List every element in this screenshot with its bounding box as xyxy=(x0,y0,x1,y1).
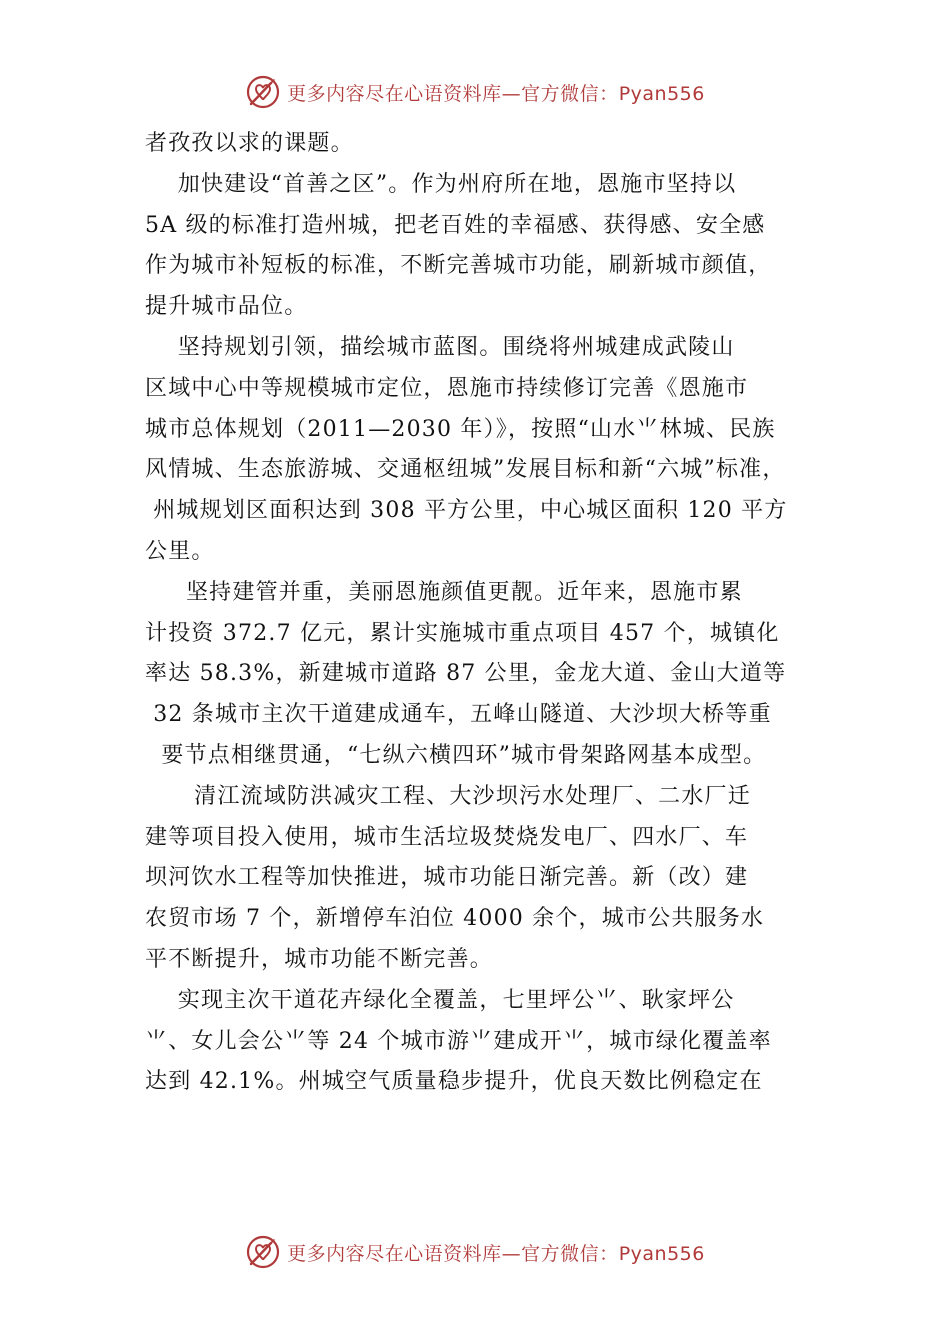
text-line: 32 条城市主次干道建成通车，五峰山隧道、大沙坝大桥等重 xyxy=(145,702,772,728)
document-body xyxy=(145,124,807,1103)
text-line: 要节点相继贯通，“七纵六横四环”城市骨架路网基本成型。 xyxy=(145,742,767,768)
footer-banner-wechat-label: 官方微信： xyxy=(521,1242,619,1265)
header-banner xyxy=(0,72,950,112)
header-banner-title: 更多内容尽在心语资料库 xyxy=(287,82,502,105)
text-line: 坚持建管并重，美丽恩施颜值更靓。近年来，恩施市累 xyxy=(145,579,743,605)
header-banner-wechat-id: Pyan556 xyxy=(618,82,705,105)
text-line: 加快建设“首善之区”。作为州府所在地，恩施市坚持以 xyxy=(145,171,737,197)
text-line: 提升城市品位。 xyxy=(145,294,308,320)
text-line: 公里。 xyxy=(145,538,215,564)
footer-banner-text xyxy=(287,1239,705,1266)
text-line: 达到 42.1%。州城空气质量稳步提升，优良天数比例稳定在 xyxy=(145,1069,763,1095)
header-banner-text xyxy=(287,79,705,106)
text-line: 者孜孜以求的课题。 xyxy=(145,131,354,156)
footer-banner-wechat-id: Pyan556 xyxy=(618,1242,705,1265)
text-line: 坝河饮水工程等加快推进，城市功能日渐完善。新（改）建 xyxy=(145,865,749,891)
footer-banner xyxy=(0,1232,950,1272)
text-line: 坚持规划引领，描绘城市蓝图。围绕将州城建成武陵山 xyxy=(145,334,735,360)
text-line: 平不断提升，城市功能不断完善。 xyxy=(145,946,494,972)
text-line: ⺌、女儿会公⺌等 24 个城市游⺌建成开⺌，城市绿化覆盖率 xyxy=(145,1028,772,1054)
heart-pen-logo-icon xyxy=(245,1234,281,1270)
text-line: 城市总体规划（2011—2030 年）》，按照“山水⺌林城、民族 xyxy=(145,416,776,442)
footer-banner-separator: — xyxy=(501,1242,522,1265)
text-line: 实现主次干道花卉绿化全覆盖，七里坪公⺌、耿家坪公 xyxy=(145,987,735,1013)
text-line: 计投资 372.7 亿元，累计实施城市重点项目 457 个，城镇化 xyxy=(145,620,780,646)
heart-pen-logo-icon xyxy=(245,74,281,110)
footer-banner-title: 更多内容尽在心语资料库 xyxy=(287,1242,502,1265)
text-line: 农贸市场 7 个，新增停车泊位 4000 余个，城市公共服务水 xyxy=(145,906,765,932)
text-line: 5A 级的标准打造州城，把老百姓的幸福感、获得感、安全感 xyxy=(145,212,766,238)
text-line: 区域中心中等规模城市定位，恩施市持续修订完善《恩施市 xyxy=(145,375,749,401)
text-line: 风情城、生态旅游城、交通枢纽城”发展目标和新“六城”标准， xyxy=(145,457,786,483)
header-banner-separator: — xyxy=(501,82,522,105)
text-line: 清江流域防洪减灾工程、大沙坝污水处理厂、二水厂迁 xyxy=(145,783,751,809)
header-banner-wechat-label: 官方微信： xyxy=(521,82,619,105)
text-line: 率达 58.3%，新建城市道路 87 公里，金龙大道、金山大道等 xyxy=(145,661,787,687)
text-line: 作为城市补短板的标准，不断完善城市功能，刷新城市颜值， xyxy=(145,253,772,279)
text-line: 州城规划区面积达到 308 平方公里，中心城区面积 120 平方 xyxy=(145,498,788,524)
text-line: 建等项目投入使用，城市生活垃圾焚烧发电厂、四水厂、车 xyxy=(145,824,749,850)
